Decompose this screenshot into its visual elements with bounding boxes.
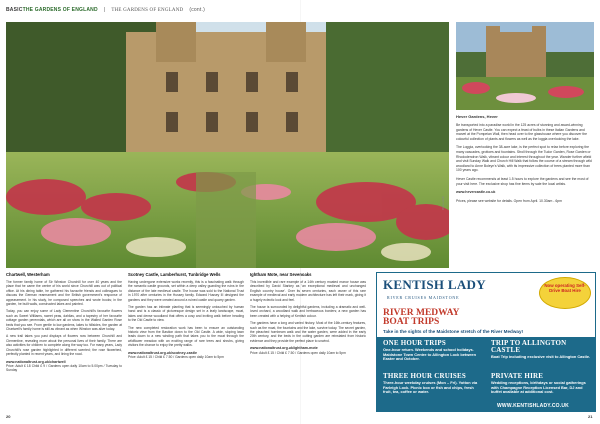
article-details: Price: Adult £ 18 Child £ 9 / Gardens open daily 10am to 5.00pm / Tuesday to Sunday bbox=[6, 363, 122, 373]
article-title: Ightham Mote, near Sevenoaks bbox=[250, 272, 312, 277]
article-title: Chartwell, Westerham bbox=[6, 272, 50, 277]
page-header: BASICTHE GARDENS OF ENGLAND | THE GARDENS OF ENGLAND (cont.) bbox=[6, 7, 205, 13]
offer-three-hour-cruises: THREE HOUR CRUISES Three-hour weekday cruises (Mon – Fri). Yotton via Farleigh Lock. Picnic box or fish and chips, fresh fruit, tea, coffee or water. bbox=[383, 372, 478, 395]
kentish-lady-logo: KENTISH LADY bbox=[383, 277, 486, 292]
article-website-link[interactable]: www.nationaltrust.org.uk/ightham-mote bbox=[250, 346, 318, 351]
hever-caption: Hever Gardens, Hever bbox=[456, 114, 498, 119]
offer-one-hour-trips: ONE HOUR TRIPS One-hour return. Weekends and school holidays. Maidstone Town Centre to Allington Lock between Easter and October. bbox=[383, 339, 476, 362]
self-drive-badge: Now operating Self-Drive Boat Hire bbox=[539, 277, 591, 309]
hever-details: Prices, please see website for details. Open from April. 10.30am - 6pm bbox=[456, 198, 562, 203]
article-details: Price: Adult £ 15 / Child £ 7.50 / Gardens open daily 10am to 5pm bbox=[128, 355, 224, 360]
header-brand: BASICTHE GARDENS OF ENGLAND bbox=[6, 7, 98, 13]
right-column bbox=[456, 22, 594, 207]
logo-subtitle: RIVER CRUISES MAIDSTONE bbox=[387, 295, 460, 300]
article-scotney-castle: Scotney Castle, Lamberhurst, Tunbridge Wells Having undergone extensive works recently, this is a fascinating walk through the romantic castle grounds, set within a deep valley guarding the ruins in the distance of the late medieval castle. The house was sold to the National Trust in 1970 after centuries in the Hussey family. Edward Hussey III designed the gardens and they were created around a ruined castle and quarry garden. The garden has an intimate planting that is seemingly untouched by human hand and is a classic of picturesque design set in a leafy landscape, moat, lakes and dense woodland that offers a cosy and inviting walk before heading to the Old Castle to view. The new completed restoration work has been to ensure an outstanding historic view from the Bastion down to the Old Castle. A wide, sloping lawn leads down to a new winding path that takes you to the moat through the wildflower meadow with an exciting range of rare trees and shrubs, giving visitors the chance to enjoy the pretty walks. www.nationaltrust.org.uk/scotney-castle Price: Adult £ 15 / Child £ 7.50 / Gardens open daily 10am to 5pm bbox=[128, 272, 244, 360]
article-chartwell: Chartwell, Westerham The former family home of Sir Winston Churchill for over 40 years and the place that he came the centre of his world since Churchill was out of political office. At his dining table, he gathered his favourite friends and colleagues to discuss the German rearmament and the British government's response of appeasement. In his study, he composed speeches and wrote books; in the garden, he built walls, constructed lakes and painted. Today, you can enjoy some of Lady Clementine Churchill's favourite flowers such as Sweet Williams, sweet peas, dahlias, and a tapestry of her favourite cottage garden perennials, which are all on show in the Walled Garden Rose beds that you see. From gentle to low gardens, lakes to hillsides, the garden at Chartwell's family home is still as vibrant as when Winston was alive today. A new trail takes you past displays of flowers now between Churchill and Clementine, revealing more about the personal lives of their family. There are also activities for children to complete along the way too. For many years, Lady Churchill's rose garden highlighted in different scented; the rose flowerbed, perfectly planted in recent years, and lining the road. www.nationaltrust.org.uk/chartwell Price: Adult £ 18 Child £ 9 / Gardens open daily 10am to 5.00pm / Tuesday to Sunday bbox=[6, 272, 122, 373]
header-section-suffix: (cont.) bbox=[189, 7, 205, 13]
offer-allington-castle: TRIP TO ALLINGTON CASTLE Boat Trip including exclusive visit to Allington Castle. bbox=[491, 339, 591, 359]
article-ightham-mote: Ightham Mote, near Sevenoaks This incredible and rare example of a 14th century moated manor house was described by David Starkey as 'an exceptional medieval and unchanged English country house'. Over its seven centuries, each owner of this rare example of medieval and early modern architecture has left their mark, giving it a hugely eclectic look and feel. The house is surrounded by delightful gardens, including a dramatic and well-loved orchard, a woodland walk and herbaceous borders; a new garden has been created with a helping of Kentish colour. The gardens have a long and varied history. Most of the 16th-century features, such as the moat, the fountains and the lake, survive today. The secret garden, the pleached hornbeam walk and the water garden, were added in the early 20th century, and the beds in the cutting garden are reinstated from historic evidence and they provide the perfect place to unwind. www.nationaltrust.org.uk/ightham-mote Price: Adult £ 15 / Child £ 7.50 / Gardens open daily 10am to 5pm bbox=[250, 272, 366, 355]
kentish-lady-advert bbox=[376, 272, 596, 412]
offer-private-hire: PRIVATE HIRE Wedding receptions, birthdays or social gatherings with Champagne Reception Licensed Bar, DJ and buffet available at additional cost. bbox=[491, 372, 586, 395]
header-section: THE GARDENS OF ENGLAND bbox=[111, 7, 184, 13]
article-title: Scotney Castle, Lamberhurst, Tunbridge Wells bbox=[128, 272, 221, 277]
advert-tagline: Take in the sights of the Maidstone stretch of the River Medway! bbox=[383, 329, 524, 334]
page-number-right: 21 bbox=[588, 414, 593, 419]
photo-credit: Photo credit bbox=[442, 196, 445, 210]
advert-website-link[interactable]: WWW.KENTISHLADY.CO.UK bbox=[497, 403, 569, 409]
article-website-link[interactable]: www.nationaltrust.org.uk/chartwell bbox=[6, 359, 66, 364]
advert-offers bbox=[377, 337, 596, 412]
main-garden-photo bbox=[6, 22, 449, 268]
article-website-link[interactable]: www.nationaltrust.org.uk/scotney-castle bbox=[128, 350, 197, 355]
article-details: Price: Adult £ 15 / Child £ 7.50 / Gardens open daily 10am to 5pm bbox=[250, 350, 346, 355]
hever-text: Be transported into a paradise world in the 125 acres of stunning and award-winning gardens of Hever Castle. You can expect a feast of bulbs in these Italian Gardens and marvel at the Pompeian Wall, then head over to the glasshouse where you discover the colourful collection of plants and flowers as well as the loggia overlooking the lake. The Loggia, overlooking the 38-acre lake, is the perfect spot to relax before exploring the many cascades, grottoes and fountains. Stroll through the Tudor Garden, Rose Garden or Rhododendron Walk, vibrant colour and interest throughout the year. Wander further afield and visit Sunday Walk and Church Hill Walk that follow the course of a stream through wild woodland to Anne Boleyn's Walk, with its impressive collection of trees planted more than 100 years ago. Hever Castle recommends at least 1.5 hours to explore the gardens and see the most of your visit here. The exclusive shop has fine items by sale the local artists. www.hevercastle.co.uk Prices, please see website for details. Open from April. 10.30am - 6pm bbox=[456, 123, 594, 203]
page-number-left: 20 bbox=[6, 414, 11, 419]
hever-website-link[interactable]: www.hevercastle.co.uk bbox=[456, 190, 496, 195]
advert-headline: RIVER MEDWAY BOAT TRIPS bbox=[383, 308, 460, 327]
hever-gardens-photo bbox=[456, 22, 594, 110]
